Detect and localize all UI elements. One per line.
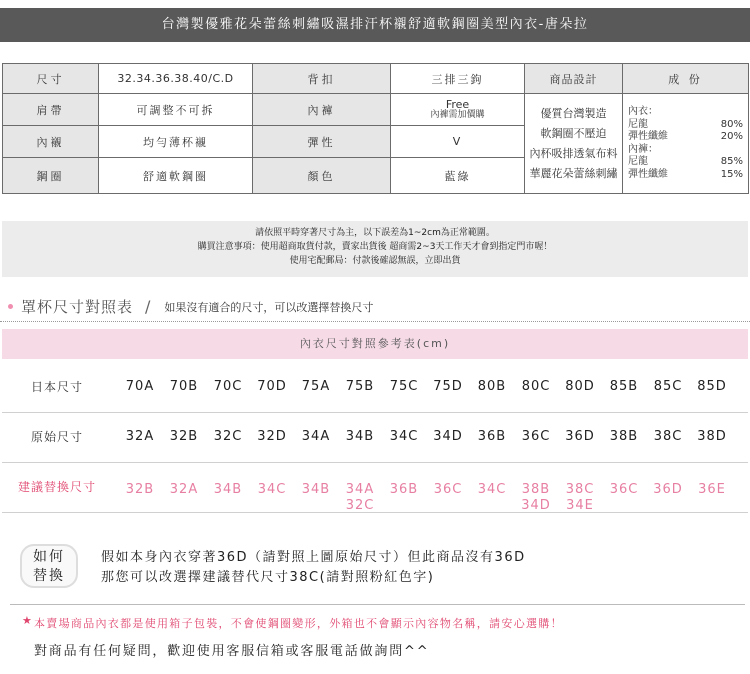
size-cell: 36E — [698, 482, 726, 497]
size-table-title: 內衣尺寸對照參考表(cm) — [2, 329, 748, 359]
size-cell: 36C — [609, 482, 639, 497]
howto-text — [101, 548, 526, 588]
size-value: 32.34.36.38.40/C.D — [99, 64, 253, 94]
size-cell: 32A — [125, 429, 155, 444]
composition-pct: 20% — [720, 131, 743, 142]
size-cell: 34A — [301, 429, 331, 444]
size-cell: 75A — [301, 379, 331, 394]
composition-list — [623, 94, 749, 194]
notice-line: 購買注意事項：使用超商取貨付款，賣家出貨後 超商需2~3天工作天才會到指定門市喔！ — [197, 242, 553, 252]
color-label: 顏色 — [253, 158, 391, 194]
size-cell: 34B — [213, 482, 243, 497]
size-cell: 38B — [609, 429, 639, 444]
size-cell: 80D — [565, 379, 595, 394]
row-label: 建議替換尺寸 — [17, 480, 96, 494]
size-cell: 34C — [257, 482, 287, 497]
size-cell: 70A — [125, 379, 155, 394]
row-label: 原始尺寸 — [30, 430, 83, 444]
composition-pct: 80% — [720, 118, 743, 130]
composition-name: 彈性纖維 — [628, 168, 668, 180]
composition-bottom-title: 內褲： — [628, 143, 658, 155]
howto-badge — [20, 544, 78, 588]
design-list — [525, 94, 623, 194]
color-value: 藍綠 — [391, 158, 525, 194]
size-label: 尺寸 — [3, 64, 99, 94]
strap-value: 可調整不可拆 — [99, 94, 253, 126]
page-title: 台灣製優雅花朵蕾絲刺繡吸濕排汗杯襯舒適軟鋼圈美型內衣-唐朵拉 — [0, 8, 750, 42]
size-cell: 34A 32C — [345, 482, 375, 513]
composition-name: 尼龍 — [628, 118, 648, 130]
size-cell: 32B — [169, 429, 199, 444]
purchase-notice — [2, 221, 748, 277]
design-label: 商品設計 — [525, 64, 623, 94]
pants-label: 內褲 — [253, 94, 391, 126]
pants-value-line1: Free — [445, 97, 470, 111]
size-cell: 70D — [257, 379, 287, 394]
size-cell: 80C — [521, 379, 551, 394]
composition-pct: 85% — [720, 156, 743, 167]
pants-value-line2: 內褲需加價購 — [430, 109, 485, 120]
size-cell: 36B — [477, 429, 507, 444]
size-cell: 32C — [213, 429, 243, 444]
notice-line: 使用宅配郵局：付款後確認無誤，立即出貨 — [289, 256, 461, 266]
back-label: 背扣 — [253, 64, 391, 94]
howto-line: 假如本身內衣穿著36D（請對照上圖原始尺寸）但此商品沒有36D — [101, 550, 526, 565]
size-cell: 38C — [653, 429, 683, 444]
size-cell: 85B — [609, 379, 639, 394]
size-cell: 36B — [389, 482, 419, 497]
size-cell: 38D — [697, 429, 727, 444]
elastic-label: 彈性 — [253, 126, 391, 158]
divider — [10, 604, 745, 605]
design-item: 軟鋼圈不壓迫 — [540, 126, 607, 140]
size-cell: 36C — [521, 429, 551, 444]
packaging-note: 本賣場商品內衣都是使用箱子包裝，不會使鋼圈變形，外箱也不會顯示內容物名稱，請安心選購！ — [34, 617, 563, 630]
wire-value: 舒適軟鋼圈 — [99, 158, 253, 194]
size-cell: 32A — [169, 482, 199, 497]
size-row-japan — [2, 362, 748, 413]
size-cell: 75D — [433, 379, 463, 394]
composition-label: 成 份 — [623, 64, 749, 94]
size-cell: 85D — [697, 379, 727, 394]
lining-label: 內襯 — [3, 126, 99, 158]
contact-note: 對商品有任何疑問，歡迎使用客服信箱或客服電話做詢問^^ — [34, 644, 430, 659]
size-cell: 36C — [433, 482, 463, 497]
bullet-icon — [8, 304, 13, 309]
size-cell: 36D — [653, 482, 683, 497]
composition-name: 彈性纖維 — [628, 131, 668, 142]
howto-line: 那您可以改選擇建議替代尺寸38C(請對照粉紅色字) — [101, 570, 435, 585]
strap-label: 肩帶 — [3, 94, 99, 126]
size-cell: 32B — [125, 482, 155, 497]
row-label: 日本尺寸 — [30, 380, 83, 394]
size-cell: 34C — [477, 482, 507, 497]
size-cell: 34B — [345, 429, 375, 444]
pants-value — [391, 94, 525, 126]
size-cell: 70C — [213, 379, 243, 394]
size-cell: 38B 34D — [521, 482, 551, 513]
size-cell: 80B — [477, 379, 507, 394]
star-icon: ★ — [22, 614, 32, 627]
notice-line: 請依照平時穿著尺寸為主，以下誤差為1~2cm為正常範圍。 — [255, 228, 495, 238]
section-subtitle: 如果沒有適合的尺寸，可以改選擇替換尺寸 — [164, 300, 374, 314]
composition-top-title: 內衣： — [628, 106, 658, 117]
howto-label: 替換 — [33, 568, 65, 584]
elastic-value: V — [391, 126, 525, 158]
size-row-recommended — [2, 462, 748, 513]
howto-label: 如何 — [33, 549, 65, 565]
size-cell: 32D — [257, 429, 287, 444]
composition-name: 尼龍 — [628, 156, 648, 167]
wire-label: 鋼圈 — [3, 158, 99, 194]
back-value: 三排三鉤 — [391, 64, 525, 94]
size-cell: 85C — [653, 379, 683, 394]
size-cell: 34B — [301, 482, 331, 497]
size-cell: 75B — [345, 379, 375, 394]
size-cell: 34D — [433, 429, 463, 444]
dotted-divider — [0, 321, 750, 322]
composition-pct: 15% — [720, 168, 743, 180]
size-cell: 38C 34E — [565, 482, 595, 513]
design-item: 內杯吸排透氣布料 — [529, 146, 618, 160]
size-cell: 36D — [565, 429, 595, 444]
section-title: 罩杯尺寸對照表 — [21, 298, 134, 316]
size-row-original — [2, 412, 748, 463]
spec-table — [2, 63, 749, 194]
size-cell: 34C — [389, 429, 419, 444]
design-item: 華麗花朵蕾絲刺繡 — [529, 166, 618, 180]
design-item: 優質台灣製造 — [540, 106, 607, 120]
section-header — [8, 296, 373, 317]
section-slash: / — [145, 297, 151, 316]
lining-value: 均勻薄杯襯 — [99, 126, 253, 158]
size-cell: 75C — [389, 379, 419, 394]
size-cell: 70B — [169, 379, 199, 394]
